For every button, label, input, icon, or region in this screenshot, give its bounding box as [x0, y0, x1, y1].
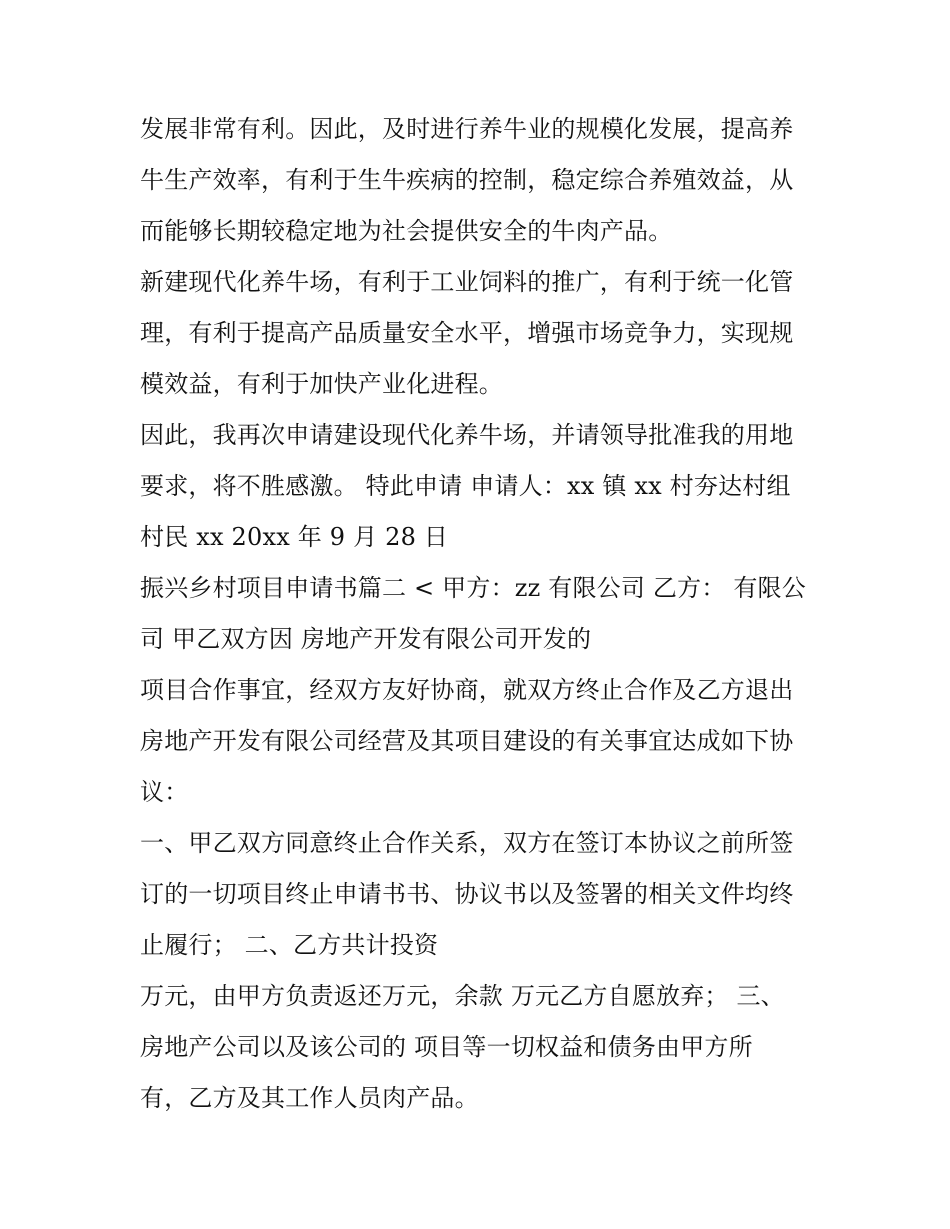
text-line: 房地产开发有限公司经营及其项目建设的有关事宜达成如下协 [140, 727, 794, 755]
text-line: 模效益，有利于加快产业化进程。 [140, 370, 503, 398]
text-line: 议： [140, 778, 189, 806]
text-line: 万元，由甲方负责返还万元，余款 万元乙方自愿放弃； 三、 [140, 982, 785, 1010]
text-line: 因此，我再次申请建设现代化养牛场，并请领导批准我的用地 [140, 421, 794, 449]
text-line: 发展非常有利。因此，及时进行养牛业的规模化发展，提高养 [140, 115, 794, 143]
text-line: 房地产公司以及该公司的 项目等一切权益和债务由甲方所 [140, 1033, 753, 1061]
text-line: 牛生产效率，有利于生牛疾病的控制，稳定综合养殖效益，从 [140, 166, 794, 194]
text-line: 司 甲乙双方因 房地产开发有限公司开发的 [140, 625, 592, 653]
document-body [140, 104, 830, 1124]
text-line: 止履行； 二、乙方共计投资 [140, 931, 439, 959]
text-line: 一、甲乙双方同意终止合作关系，双方在签订本协议之前所签 [140, 829, 794, 857]
text-line: 振兴乡村项目申请书篇二 < 甲方：zz 有限公司 乙方： 有限公 [140, 574, 806, 602]
text-line: 订的一切项目终止申请书书、协议书以及签署的相关文件均终 [140, 880, 794, 908]
text-line: 项目合作事宜，经双方友好协商，就双方终止合作及乙方退出 [140, 676, 794, 704]
text-line: 村民 xx 20xx 年 9 月 28 日 [140, 523, 449, 551]
text-line: 理，有利于提高产品质量安全水平，增强市场竞争力，实现规 [140, 319, 794, 347]
text-line: 新建现代化养牛场，有利于工业饲料的推广，有利于统一化管 [140, 268, 794, 296]
text-line: 而能够长期较稳定地为社会提供安全的牛肉产品。 [140, 217, 673, 245]
text-line: 有，乙方及其工作人员肉产品。 [140, 1084, 479, 1112]
text-line: 要求，将不胜感激。 特此申请 申请人：xx 镇 xx 村夯达村组 [140, 472, 791, 500]
